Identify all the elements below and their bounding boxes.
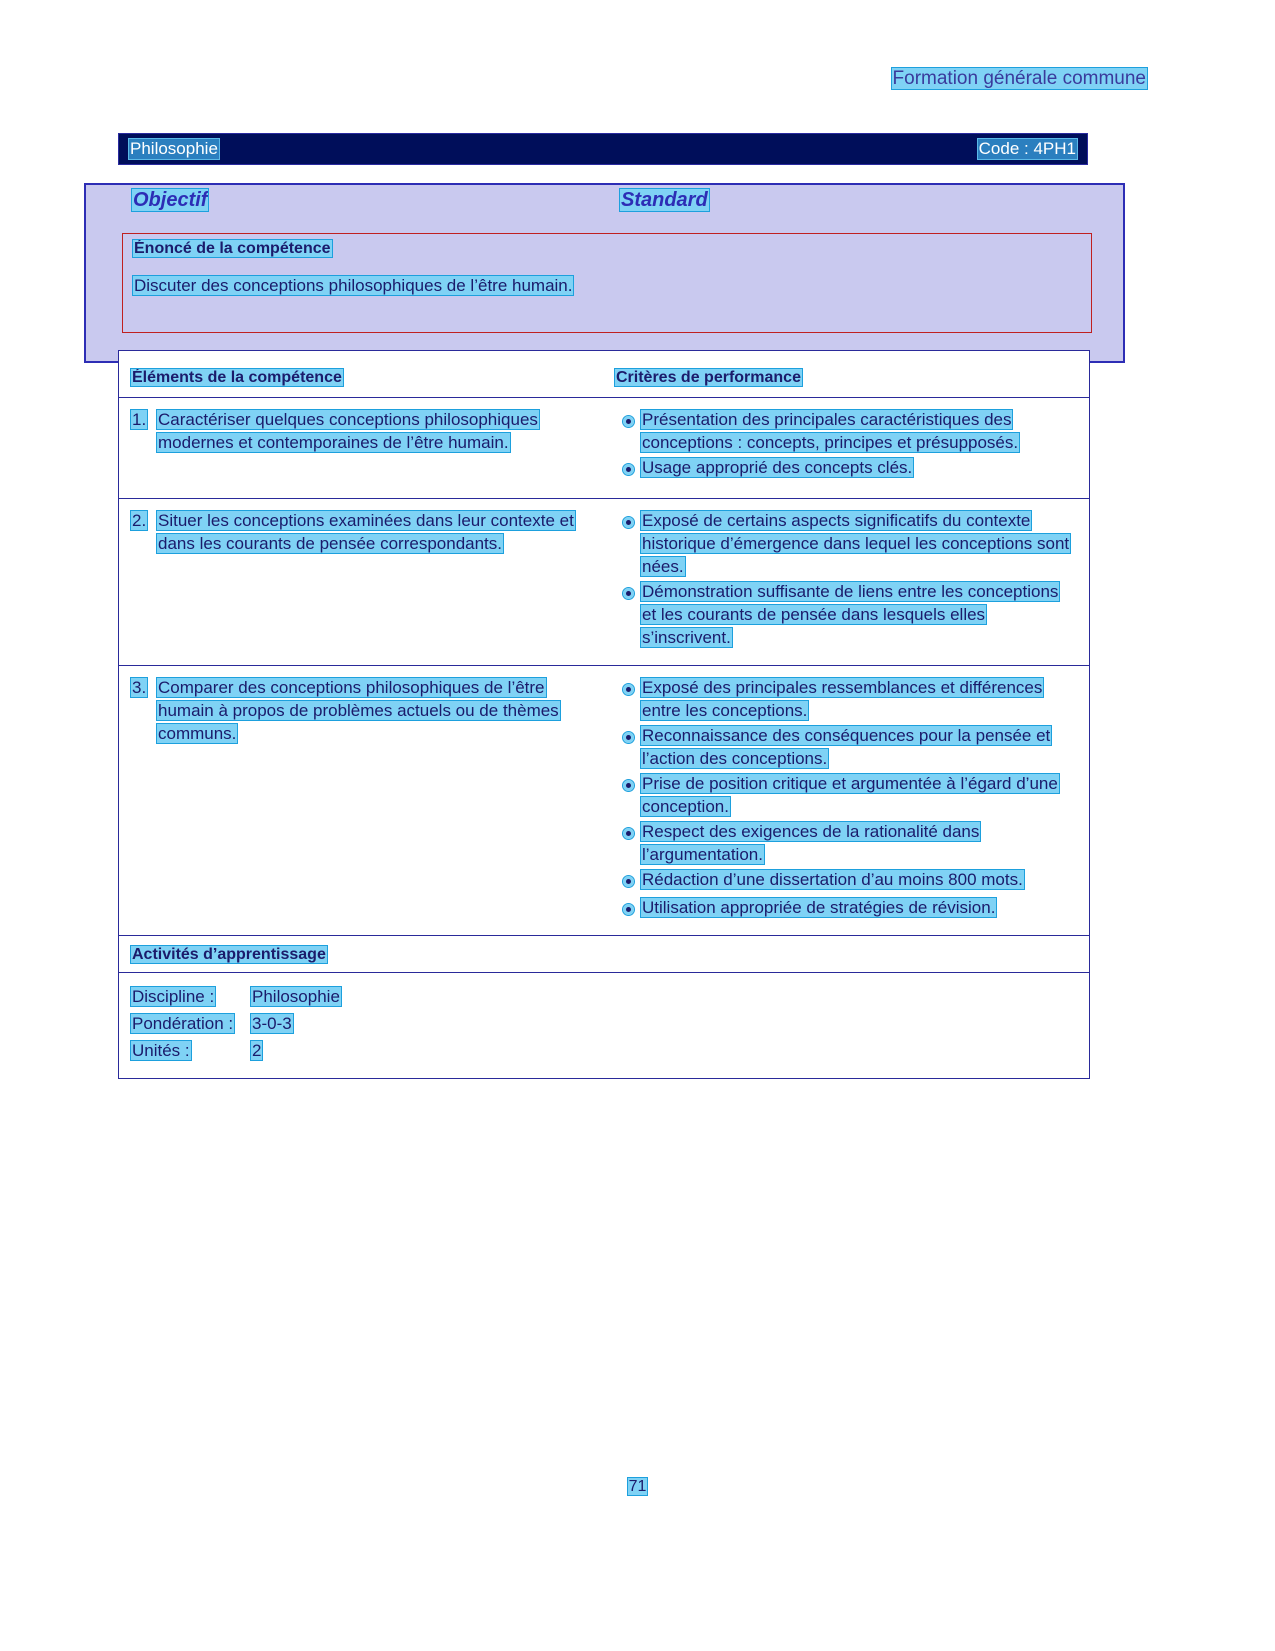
bullet-icon [615,676,641,722]
learning-activities-box [118,935,1090,1079]
criterion-text: Usage approprié des concepts clés. [642,458,913,477]
activity-value: 3-0-3 [252,1014,292,1033]
bullet-icon [615,724,641,770]
list-item [615,509,1077,578]
bullet-icon [615,580,641,649]
list-item [615,676,1077,722]
criterion-text: Reconnaissance des conséquences pour la pensée et l’action des conceptions. [642,726,1051,768]
performance-criteria-cell [609,398,1089,498]
competence-element-item [131,676,597,745]
competence-element-item [131,509,597,555]
list-item [615,896,1077,922]
competence-element-item [131,408,597,454]
list-item [131,1037,1077,1064]
activity-key: Unités : [132,1041,190,1060]
bullet-icon [615,896,641,922]
list-item [615,724,1077,770]
list-item [615,580,1077,649]
criterion-text: Utilisation appropriée de stratégies de révision. [642,898,996,917]
competence-header-left-cell [119,359,609,391]
bullet-icon [615,408,641,454]
course-title-bar [118,133,1088,165]
criterion-text: Rédaction d’une dissertation d’au moins 800 mots. [642,870,1023,889]
course-code-label: Code : 4PH1 [978,139,1076,158]
standard-heading: Standard [621,189,708,211]
bullet-icon [615,820,641,866]
competence-header-left-label: Éléments de la compétence [132,369,342,386]
enonce-competence-text: Discuter des conceptions philosophiques de l’être humain. [134,276,573,295]
table-row [119,666,1089,938]
competence-header-right-cell [609,359,1089,391]
criterion-text: Présentation des principales caractéristiques des conceptions : concepts, principes et présupposés. [642,410,1019,452]
performance-criteria-list [615,509,1077,649]
list-item [131,1010,1077,1037]
bullet-icon [615,772,641,818]
competence-element-cell [119,499,609,665]
activity-value: 2 [252,1041,262,1060]
bullet-icon [615,509,641,578]
learning-activities-title: Activités d’apprentissage [119,936,1089,973]
course-discipline-label: Philosophie [130,139,218,158]
section-header-label: Formation générale commune [892,68,1146,89]
list-item [615,772,1077,818]
criterion-text: Exposé des principales ressemblances et différences entre les conceptions. [642,678,1043,720]
competence-element-number: 1. [132,410,147,429]
performance-criteria-cell [609,499,1089,665]
performance-criteria-list [615,408,1077,482]
table-row [119,398,1089,499]
competence-table-header [119,351,1089,398]
activity-value: Philosophie [252,987,340,1006]
list-item [131,983,1077,1010]
enonce-competence-box [122,233,1092,333]
criterion-text: Exposé de certains aspects significatifs du contexte historique d’émergence dans lequel les conceptions sont nées. [642,511,1070,576]
competence-element-number: 3. [132,678,147,697]
page-number: 71 [628,1478,647,1495]
bullet-icon [615,456,641,482]
list-item [615,820,1077,866]
competence-header-right-label: Critères de performance [616,369,801,386]
competence-element-number: 2. [132,511,147,530]
learning-activities-body [119,973,1089,1078]
competence-element-text: Caractériser quelques conceptions philosophiques modernes et contemporaines de l’être humain. [158,410,538,452]
table-row [119,499,1089,666]
activity-key: Discipline : [132,987,215,1006]
criterion-text: Respect des exigences de la rationalité dans l’argumentation. [642,822,980,864]
list-item [615,456,1077,482]
competence-element-text: Comparer des conceptions philosophiques de l’être humain à propos de problèmes actuels ou de thèmes communs. [158,678,559,743]
activity-key: Pondération : [132,1014,234,1033]
performance-criteria-cell [609,666,1089,938]
competence-table [118,350,1090,939]
competence-element-text: Situer les conceptions examinées dans leur contexte et dans les courants de pensée correspondants. [158,511,574,553]
list-item [615,408,1077,454]
objectif-heading: Objectif [133,189,208,211]
performance-criteria-list [615,676,1077,922]
bullet-icon [615,868,641,894]
enonce-competence-title: Énoncé de la compétence [134,240,331,257]
competence-element-cell [119,398,609,498]
competence-element-cell [119,666,609,938]
list-item [615,868,1077,894]
criterion-text: Démonstration suffisante de liens entre les conceptions et les courants de pensée dans lesquels elles s’inscrivent. [642,582,1059,647]
criterion-text: Prise de position critique et argumentée à l’égard d’une conception. [642,774,1058,816]
section-header [892,68,1147,90]
objective-standard-panel [84,183,1125,363]
